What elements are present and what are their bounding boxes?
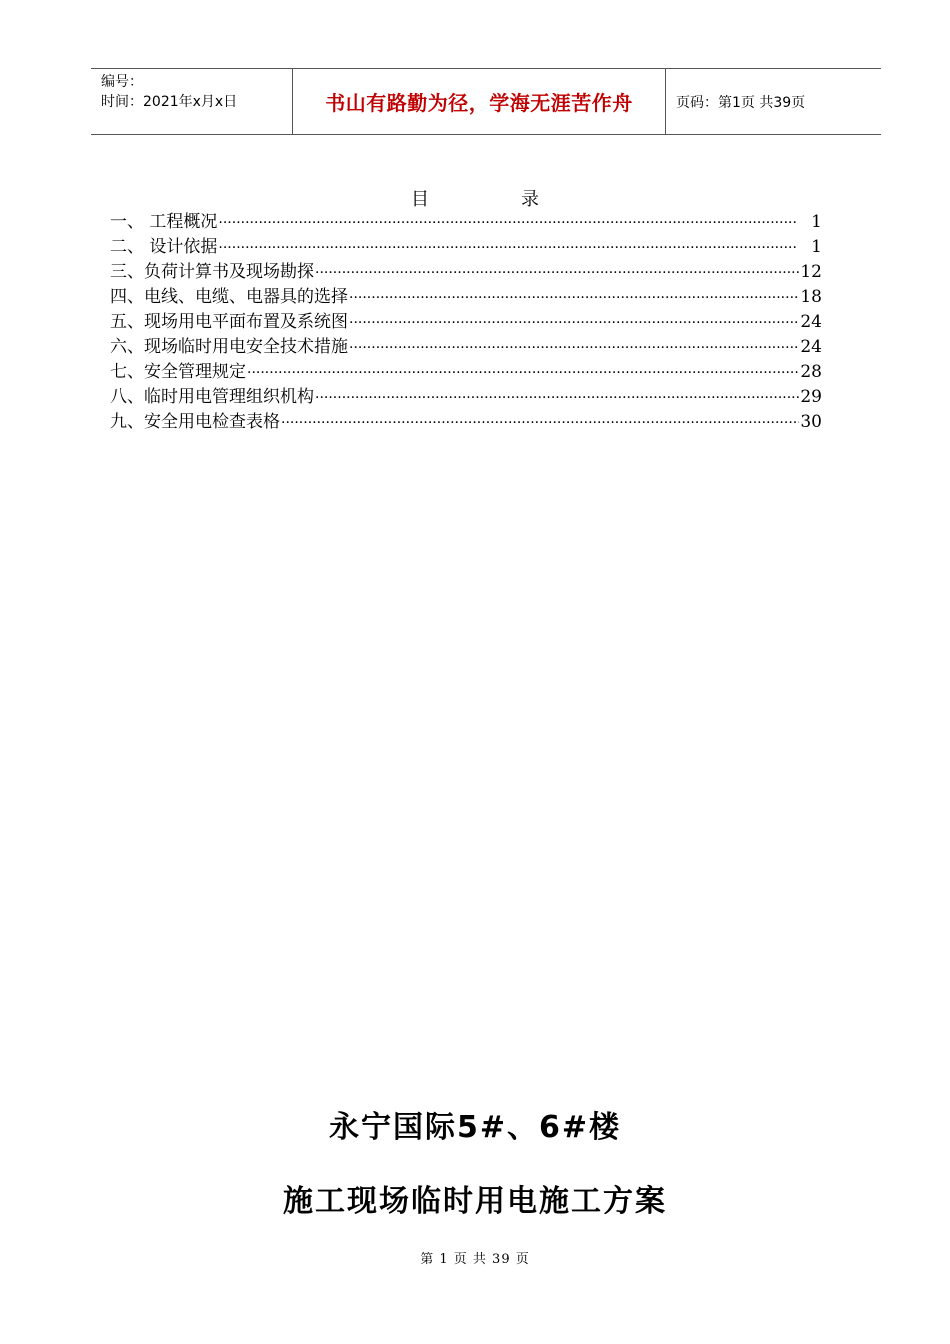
toc-entry-page: 29 xyxy=(800,387,822,407)
toc-entry[interactable] xyxy=(110,360,822,385)
header-motto: 书山有路勤为径，学海无涯苦作舟 xyxy=(325,91,633,115)
toc-entry[interactable] xyxy=(110,410,822,435)
toc-dot-leader xyxy=(349,311,799,336)
toc-heading-right: 录 xyxy=(521,189,539,210)
toc-entry-page: 24 xyxy=(800,337,822,357)
toc-entry-page: 24 xyxy=(800,312,822,332)
header-motto-cell xyxy=(293,69,666,134)
toc-dot-leader xyxy=(349,336,799,361)
toc-dot-leader xyxy=(247,361,799,386)
toc-entry-label: 二、 设计依据 xyxy=(110,237,218,257)
toc-entry-page: 28 xyxy=(800,362,822,382)
toc-entry[interactable] xyxy=(110,385,822,410)
toc-dot-leader xyxy=(349,286,799,311)
toc-entry[interactable] xyxy=(110,335,822,360)
toc-heading-left: 目 xyxy=(411,189,429,210)
toc-entry-label: 六、现场临时用电安全技术措施 xyxy=(110,337,348,357)
cover-title-line1: 永宁国际5#、6#楼 xyxy=(328,1110,622,1145)
toc-entry-page: 30 xyxy=(800,412,822,432)
toc-heading xyxy=(0,185,950,211)
toc-entry-label: 三、负荷计算书及现场勘探 xyxy=(110,262,314,282)
toc-dot-leader xyxy=(218,236,810,261)
cover-title-line2: 施工现场临时用电施工方案 xyxy=(283,1184,667,1219)
toc-entry-label: 八、临时用电管理组织机构 xyxy=(110,387,314,407)
toc-entry-label: 一、 工程概况 xyxy=(110,212,218,232)
toc-entry[interactable] xyxy=(110,260,822,285)
document-time-label: 时间：2021年x月x日 xyxy=(101,94,238,110)
toc-entry[interactable] xyxy=(110,235,822,260)
page-footer: 第 1 页 共 39 页 xyxy=(420,1252,530,1267)
toc-entry[interactable] xyxy=(110,310,822,335)
toc-dot-leader xyxy=(218,211,810,236)
toc-entry-page: 12 xyxy=(800,262,822,282)
header-meta-cell xyxy=(91,69,293,134)
toc-entry-label: 五、现场用电平面布置及系统图 xyxy=(110,312,348,332)
toc-entry-page: 1 xyxy=(811,237,822,257)
toc-dot-leader xyxy=(315,261,799,286)
page-header xyxy=(91,68,881,135)
document-code-label: 编号： xyxy=(101,74,143,90)
header-page-info: 页码：第1页 共39页 xyxy=(676,94,806,111)
toc-dot-leader xyxy=(315,386,799,411)
toc-entry-label: 七、安全管理规定 xyxy=(110,362,246,382)
toc-entry-page: 1 xyxy=(811,212,822,232)
table-of-contents xyxy=(110,210,822,435)
toc-entry-page: 18 xyxy=(800,287,822,307)
toc-entry[interactable] xyxy=(110,285,822,310)
toc-entry[interactable] xyxy=(110,210,822,235)
toc-dot-leader xyxy=(281,411,799,436)
toc-entry-label: 九、安全用电检查表格 xyxy=(110,412,280,432)
toc-entry-label: 四、电线、电缆、电器具的选择 xyxy=(110,287,348,307)
header-page-cell xyxy=(666,69,881,134)
